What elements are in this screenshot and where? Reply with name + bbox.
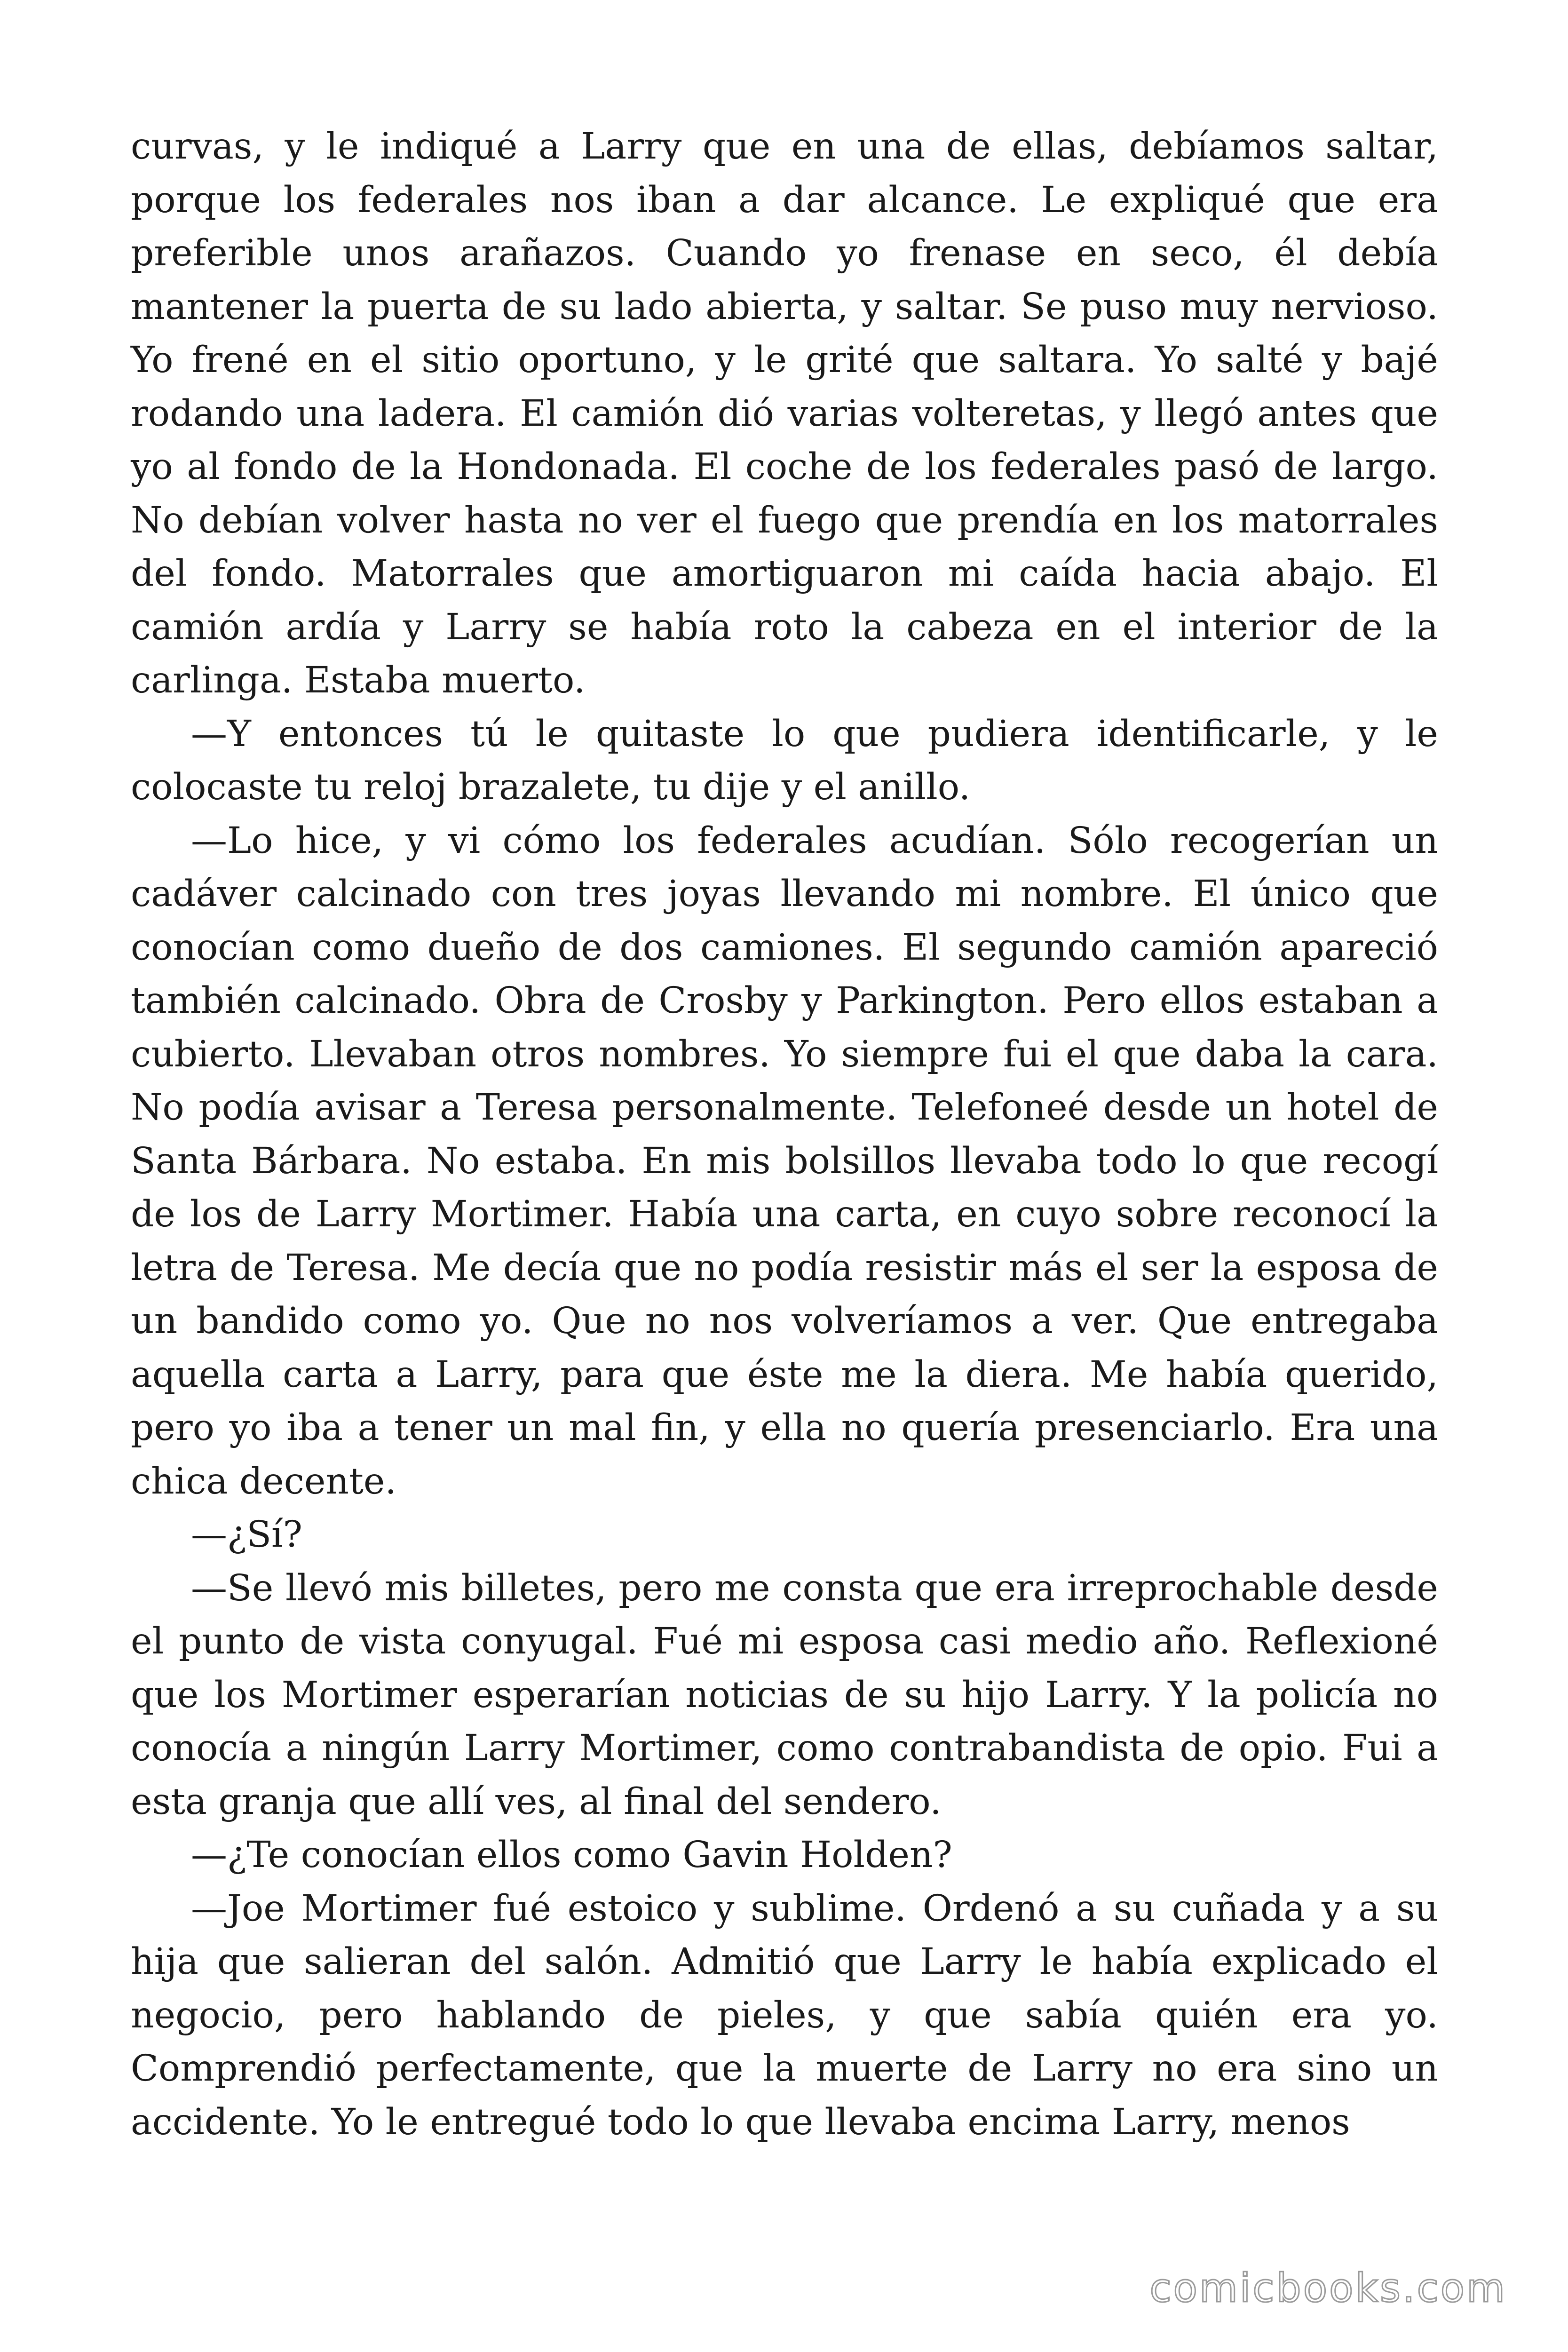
watermark: comicbooks.com [1149,2265,1507,2311]
paragraph-5: —Se llevó mis billetes, pero me consta que era irreprochable desde el punto de vista conyugal. Fué mi esposa casi medio año. Reflexioné que los Mortimer esperarían noticias de su hijo Larry. Y la policía no conocía a ningún Larry Mortimer, como contrabandista de opio. Fui a esta granja que allí ves, al final del sendero. [131,1567,1438,1823]
paragraph-2: —Y entonces tú le quitaste lo que pudiera identificarle, y le colocaste tu reloj brazalete, tu dije y el anillo. [131,713,1438,808]
paragraph-6: —¿Te conocían ellos como Gavin Holden? [191,1834,952,1876]
paragraph-1: curvas, y le indiqué a Larry que en una de ellas, debíamos saltar, porque los federales nos iban a dar alcance. Le expliqué que era preferible unos arañazos. Cuando yo frenase en seco, él debía mantener la puerta de su lado abierta, y saltar. Se puso muy nervioso. Yo frené en el sitio oportuno, y le grité que saltara. Yo salté y bajé rodando una ladera. El camión dió varias volteretas, y llegó antes que yo al fondo de la Hondonada. El coche de los federales pasó de largo. No debían volver hasta no ver el fuego que prendía en los matorrales del fondo. Matorrales que amortiguaron mi caída hacia abajo. El camión ardía y Larry se había roto la cabeza en el interior de la carlinga. Estaba muerto. [131,126,1438,701]
body-text [131,120,1438,2149]
paragraph-7: —Joe Mortimer fué estoico y sublime. Ordenó a su cuñada y a su hija que salieran del salón. Admitió que Larry le había explicado el negocio, pero hablando de pieles, y que sabía quién era yo. Comprendió perfectamente, que la muerte de Larry no era sino un accidente. Yo le entregué todo lo que llevaba encima Larry, menos [131,1887,1438,2143]
paragraph-3: —Lo hice, y vi cómo los federales acudían. Sólo recogerían un cadáver calcinado con tres joyas llevando mi nombre. El único que conocían como dueño de dos camiones. El segundo camión apareció también calcinado. Obra de Crosby y Parkington. Pero ellos estaban a cubierto. Llevaban otros nombres. Yo siempre fui el que daba la cara. No podía avisar a Teresa personalmente. Telefoneé desde un hotel de Santa Bárbara. No estaba. En mis bolsillos llevaba todo lo que recogí de los de Larry Mortimer. Había una carta, en cuyo sobre reconocí la letra de Teresa. Me decía que no podía resistir más el ser la esposa de un bandido como yo. Que no nos volveríamos a ver. Que entregaba aquella carta a Larry, para que éste me la diera. Me había querido, pero yo iba a tener un mal fin, y ella no quería presenciarlo. Era una chica decente. [131,819,1438,1502]
paragraph-4: —¿Sí? [191,1514,302,1556]
